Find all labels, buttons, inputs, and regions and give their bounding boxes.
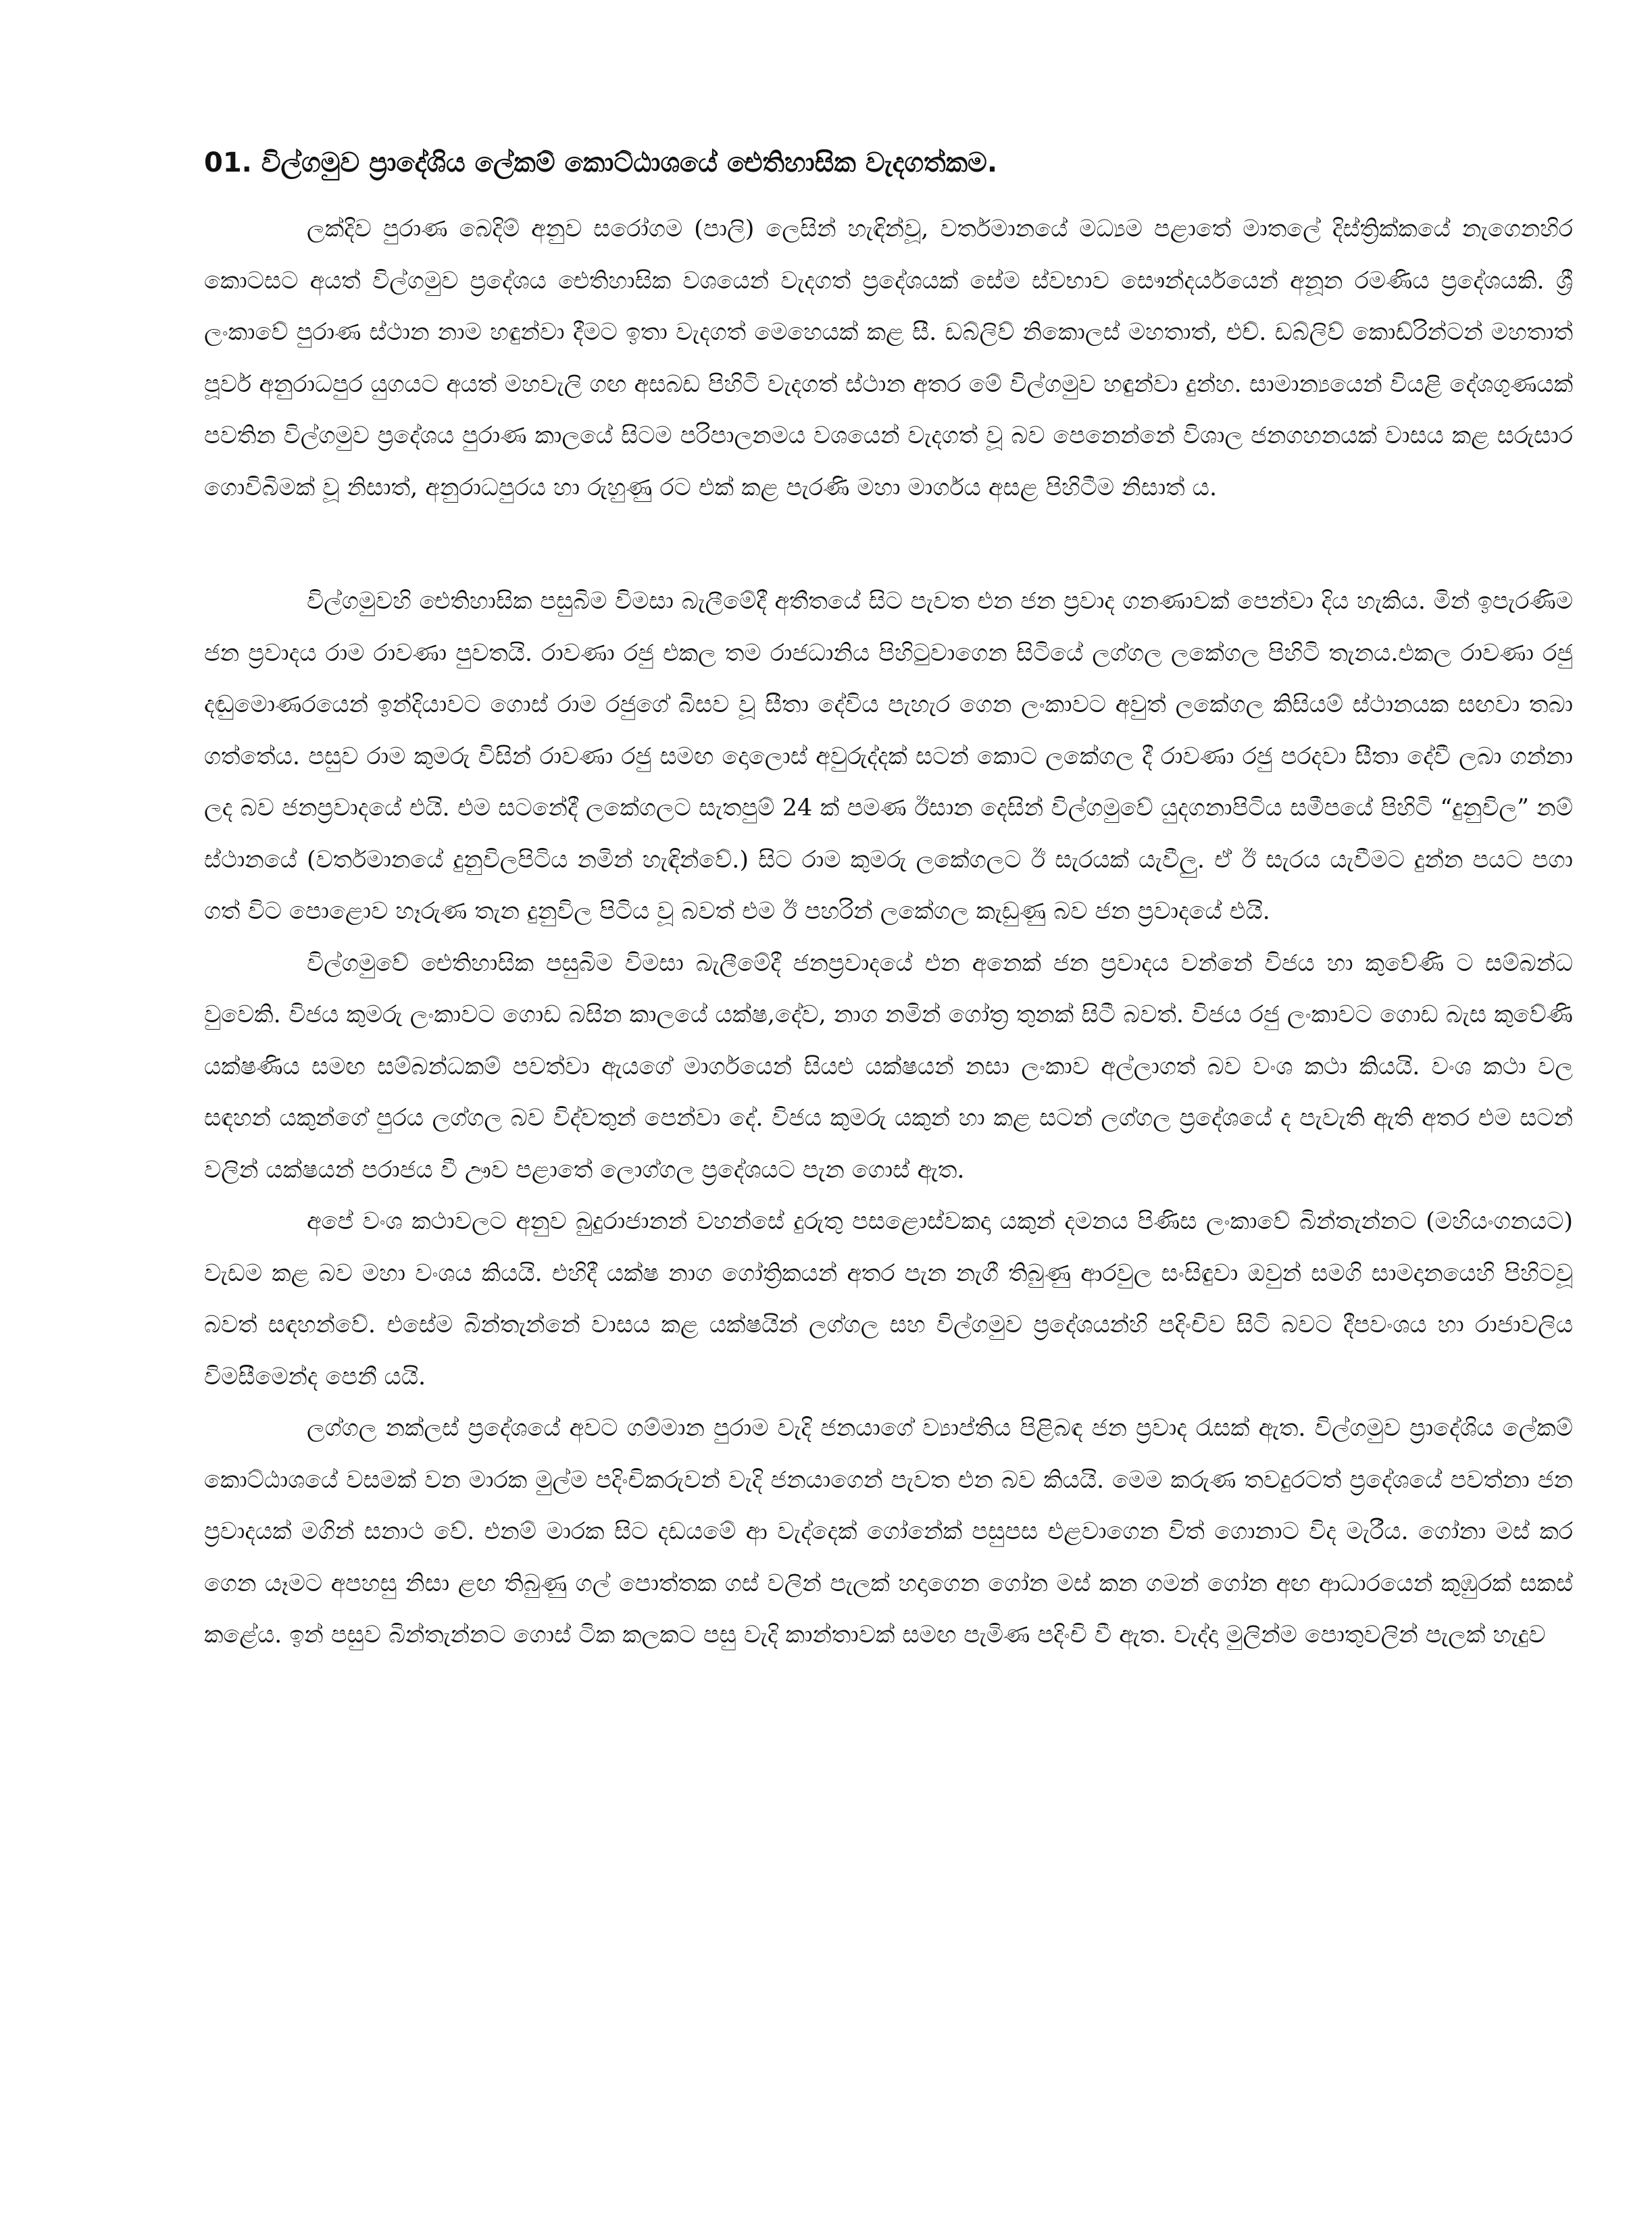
- paragraph-historic-importance: ලක්දිව පුරාණ බෙදිම් අනුව සරෝගම (පාලි) ලෙසින් හැඳින්වූ, වර්තමානයේ මධ්‍යම පළාතේ මාතලේ දිස්ත්‍රික්කයේ නැගෙනහිර කොටසට අයත් විල්ගමුව ප්‍රදේශය ඓතිහාසික වශයෙන් වැදගත් ප්‍රදේශයක් සේම ස්වභාව සෞන්දර්යයෙන් අනූන රමණිය ප්‍රදේශයකි. ශ්‍රී ලංකාවේ පුරාණ ස්ථාන නාම හඳුන්වා දීමට ඉතා වැදගත් මෙහෙයක් කළ සී. ඩබ්ලිව් නිකොලස් මහතාත්, එච්. ඩබ්ලිව් කොඩ්රින්ටන් මහතාත් පූර්ව අනුරාධපුර යුගයට අයත් මහවැලි ගඟ අසබඩ පිහිටි වැදගත් ස්ථාන අතර මේ විල්ගමුව හඳුන්වා දුන්හ. සාමාන්‍යයෙන් වියළි දේශගුණයක් පවතින විල්ගමුව ප්‍රදේශය පුරාණ කාලයේ සිටම පරිපාලනමය වශයෙන් වැදගත් වූ බව පෙනෙන්නේ විශාල ජනගහනයක් වාසය කළ සරුසාර ගොවිබිමක් වූ නිසාත්, අනුරාධපුරය හා රුහුණු රට එක් කළ පැරණි මහා මාර්ගය අසළ පිහිටීම නිසාත් ය.: [204, 216, 1573, 501]
- paragraph-vijaya-kuveni-legend: විල්ගමුවේ ඓතිහාසික පසුබිම විමසා බැලීමේදී ජනප්‍රවාදයේ එන අනෙක් ජන ප්‍රවාදය වන්නේ විජය හා කුවේණි ට සම්බන්ධ වුවෙකි. විජය කුමරු ලංකාවට ගොඩ බසින කාලයේ යක්ෂ,දේව, නාග නමින් ගෝත්‍ර තුනක් සිටී බවත්. විජය රජු ලංකාවට ගොඩ බැස කුවේණි යක්ෂණිය සමඟ සම්බන්ධකම් පවත්වා ඇයගේ මාර්ගයෙන් සියළු යක්ෂයන් නසා ලංකාව අල්ලාගත් බව වංශ කථා කියයි. වංශ කථා වල සඳහන් යකුන්ගේ පුරය ලග්ගල බව විද්වතුන් පෙන්වා දේ. විජය කුමරු යකුන් හා කළ සටන් ලග්ගල ප්‍රදේශයේ ද පැවැති ඇති අතර එම සටන් වලින් යක්ෂයන් පරාජය වී ඌව පළාතේ ලොග්ගල ප්‍රදේශයට පැන ගොස් ඇත.: [204, 949, 1573, 1184]
- paragraph-buddha-visit: අපේ වංශ කථාවලට අනුව බුදුරාජානන් වහන්සේ දුරුතු පසළොස්වකදා යකුන් දමනය පිණිස ලංකාවේ බින්තැන්නට (මහියංගනයට) වැඩම කළ බව මහා වංශය කියයි. එහිදී යක්ෂ නාග ගෝත්‍රිකයන් අතර පැන නැගී තිබුණු ආරවුල සංසිඳුවා ඔවුන් සමගි සාමදානයෙහි පිහිටවූ බවත් සඳහන්වේ. එසේම බින්තැන්නේ වාසය කළ යක්ෂයින් ලග්ගල සහ විල්ගමුව ප්‍රදේශයන්හි පදිංචිව සිටි බවට දීපවංශය හා රාජාවලිය විමසීමෙන්ද පෙනී යයි.: [204, 1208, 1573, 1390]
- paragraph-rama-ravana-legend: විල්ගමුවහි ඓතිහාසික පසුබිම විමසා බැලීමේදී අතීතයේ සිට පැවත එන ජන ප්‍රවාද ගනණාවක් පෙන්වා දිය හැකිය. මින් ඉපැරණිම ජන ප්‍රවාදය රාම රාවණා පුවතයි. රාවණා රජු එකල තම රාජධානිය පිහිටුවාගෙන සිටියේ ලග්ගල ලකේගල පිහිටි තැනය.එකල රාවණා රජු දඬුමොණරයෙන් ඉන්දියාවට ගොස් රාම රජුගේ බිසව වූ සීතා දේවිය පැහැර ගෙන ලංකාවට අවුත් ලකේගල කිසියම් ස්ථානයක සඟවා තබා ගත්තේය. පසුව රාම කුමරු විසින් රාවණා රජු සමඟ දොලොස් අවුරුද්දක් සටන් කොට ලකේගල දී රාවණා රජු පරදවා සීතා දේවී ලබා ගන්නා ලද බව ජනප්‍රවාදයේ එයි. එම සටනේදී ලකේගලට සැතපුම් 24 ක් පමණ ඊසාන දෙසින් විල්ගමුවේ යුදගනාපිටිය සමීපයේ පිහිටි “දුනුවිල” නම් ස්ථානයේ (වර්තමානයේ දුනුවිලපිටිය නමින් හැඳින්වේ.) සිට රාම කුමරු ලකේගලට ඊ සැරයක් යැවීලු. ඒ ඊ සැරය යැවීමට දුන්න පයට පගා ගත් විට පොළොව හෑරුණ තැන දුනුවිල පිටිය වූ බවත් එම ඊ පහරින් ලකේගල කැඩුණු බව ජන ප්‍රවාදයේ එයි.: [204, 588, 1573, 925]
- paragraph-vedda-settlement: ලග්ගල නක්ලස් ප්‍රදේශයේ අවට ගම්මාන පුරාම වැදි ජනයාගේ ව්‍යාප්තිය පිළිබඳ ජන ප්‍රවාද රැසක් ඇත. විල්ගමුව ප්‍රාදේශිය ලේකම් කොට්ඨාශයේ වසමක් වන මාරක මුල්ම පදිංචිකරුවන් වැදි ජනයාගෙන් පැවත එන බව කියයි. මෙම කරුණ තවදුරටත් ප්‍රදේශයේ පවත්නා ජන ප්‍රවාදයක් මගින් සනාථ වේ. එනම් මාරක සිට දඩයමේ ආ වැද්දෙක් ගෝනේක් පසුපස එළවාගෙන විත් ගොනාට විද මැරීය. ගෝනා මස් කර ගෙන යෑමට අපහසු නිසා ළඟ තිබුණු ගල් පොත්තක ගස් වලින් පැලක් හදාගෙන ගෝන මස් කන ගමන් ගෝන අඟ ආධාරයෙන් කුඹුරක් සකස් කළේය. ඉන් පසුව බින්තැන්නට ගොස් ටික කලකට පසු වැදි කාන්තාවක් සමඟ පැමිණ පදිංචි වී ඇත. වැද්දා මුලින්ම පොතුවලින් පැලක් හැදුව: [204, 1415, 1573, 1649]
- document-title: 01. විල්ගමුව ප්‍රාදේශිය ලේකම් කොට්ඨාශයේ ඓතිහාසික වැදගත්කම.: [204, 147, 998, 178]
